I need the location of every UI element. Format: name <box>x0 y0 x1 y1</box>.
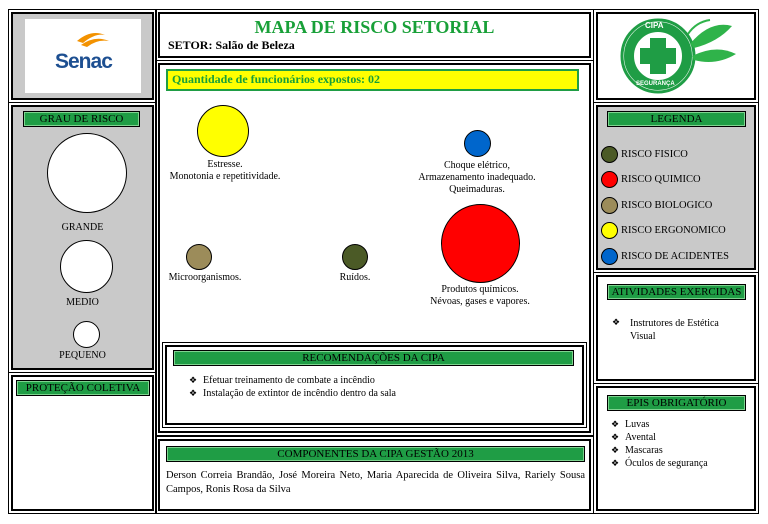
legend-color-dot <box>601 197 618 214</box>
bullet-icon: ❖ <box>611 459 620 469</box>
risk-fisico-label: Ruídos. <box>339 272 371 283</box>
recomendacao-item: ❖ Efetuar treinamento de combate a incêndio <box>189 375 375 386</box>
risk-map-panel <box>158 63 591 433</box>
bullet-icon: ❖ <box>611 433 620 443</box>
recomendacoes-panel <box>165 345 584 425</box>
risk-size-pequeno-circle <box>73 321 100 348</box>
legend-label: RISCO ERGONOMICO <box>621 225 726 237</box>
legend-item <box>601 247 729 265</box>
atividade-item: ❖ Instrutores de Estética Visual <box>612 318 719 342</box>
legenda-title: LEGENDA <box>607 111 746 127</box>
risk-size-pequeno-label: PEQUENO <box>59 350 106 361</box>
grau-de-risco-title: GRAU DE RISCO <box>23 111 140 127</box>
legend-color-dot <box>601 171 618 188</box>
cipa-logo-subtext: SEGURANÇA <box>636 81 675 87</box>
bullet-icon: ❖ <box>189 389 198 399</box>
legenda-panel <box>596 105 756 270</box>
risk-acidentes-label: Choque elétrico, Armazenamento inadequado. Queimaduras. <box>418 160 536 195</box>
protecao-coletiva-panel <box>11 375 154 511</box>
recomendacao-item: ❖ Instalação de extintor de incêndio dentro da sala <box>189 388 396 399</box>
risk-quimico-circle <box>441 204 520 283</box>
legend-color-dot <box>601 222 618 239</box>
epi-item: ❖ Luvas <box>611 419 650 430</box>
risk-acidentes-circle <box>464 130 491 157</box>
legend-item <box>601 171 701 189</box>
epi-item: ❖ Avental <box>611 432 656 443</box>
recomendacoes-title: RECOMENDAÇÕES DA CIPA <box>173 350 574 366</box>
risk-size-medio-label: MEDIO <box>66 297 99 308</box>
legend-label: RISCO DE ACIDENTES <box>621 250 729 262</box>
componentes-panel <box>158 439 591 511</box>
risk-quimico-label: Produtos químicos. Névoas, gases e vapores. <box>430 284 530 307</box>
cipa-logo-text: CIPA <box>645 21 664 30</box>
legend-item <box>601 222 726 240</box>
employees-exposed-label: Quantidade de funcionários expostos: 02 <box>168 71 577 89</box>
employees-exposed-bar <box>166 69 579 91</box>
risk-size-grande-label: GRANDE <box>61 222 104 233</box>
risk-ergonomico-label: Estresse. Monotonia e repetitividade. <box>169 159 281 182</box>
componentes-text: Derson Correia Brandão, José Moreira Neto, Maria Aparecida de Oliveira Silva, Rariely Sousa Campos, Ronis Rosa da Silva <box>166 470 585 495</box>
senac-logo-card <box>25 19 141 93</box>
cipa-logo <box>598 14 754 98</box>
legend-item <box>601 196 712 214</box>
risk-fisico-circle <box>342 244 368 270</box>
risk-ergonomico-circle <box>197 105 249 157</box>
atividades-panel <box>596 275 756 381</box>
epis-panel <box>596 386 756 511</box>
legend-label: RISCO BIOLOGICO <box>621 199 713 211</box>
senac-logo-frame <box>11 12 154 100</box>
risk-biologico-label: Microorganismos. <box>168 272 242 283</box>
componentes-title: COMPONENTES DA CIPA GESTÃO 2013 <box>166 446 585 462</box>
epi-item: ❖ Mascaras <box>611 445 663 456</box>
legend-item <box>601 145 688 163</box>
sector-label: SETOR: Salão de Beleza <box>168 38 295 52</box>
bullet-icon: ❖ <box>611 446 620 456</box>
protecao-coletiva-title: PROTEÇÃO COLETIVA <box>16 380 150 396</box>
bullet-icon: ❖ <box>611 420 620 430</box>
legend-label: RISCO FISICO <box>621 148 688 160</box>
atividades-title: ATIVIDADES EXERCIDAS <box>607 284 746 300</box>
bullet-icon: ❖ <box>189 376 198 386</box>
header-panel <box>158 12 591 58</box>
senac-logo-text: Senac <box>55 50 112 73</box>
legend-color-dot <box>601 248 618 265</box>
legend-label: RISCO QUIMICO <box>621 174 701 186</box>
bullet-icon: ❖ <box>612 318 621 328</box>
risk-size-grande-circle <box>47 133 127 213</box>
legend-color-dot <box>601 146 618 163</box>
risk-size-medio-circle <box>60 240 113 293</box>
epi-item: ❖ Óculos de segurança <box>611 458 708 469</box>
page-title: MAPA DE RISCO SETORIAL <box>254 17 495 37</box>
epis-title: EPIS OBRIGATÓRIO <box>607 395 746 411</box>
cipa-logo-frame <box>596 12 756 100</box>
risk-biologico-circle <box>186 244 212 270</box>
grau-de-risco-panel <box>11 105 154 370</box>
